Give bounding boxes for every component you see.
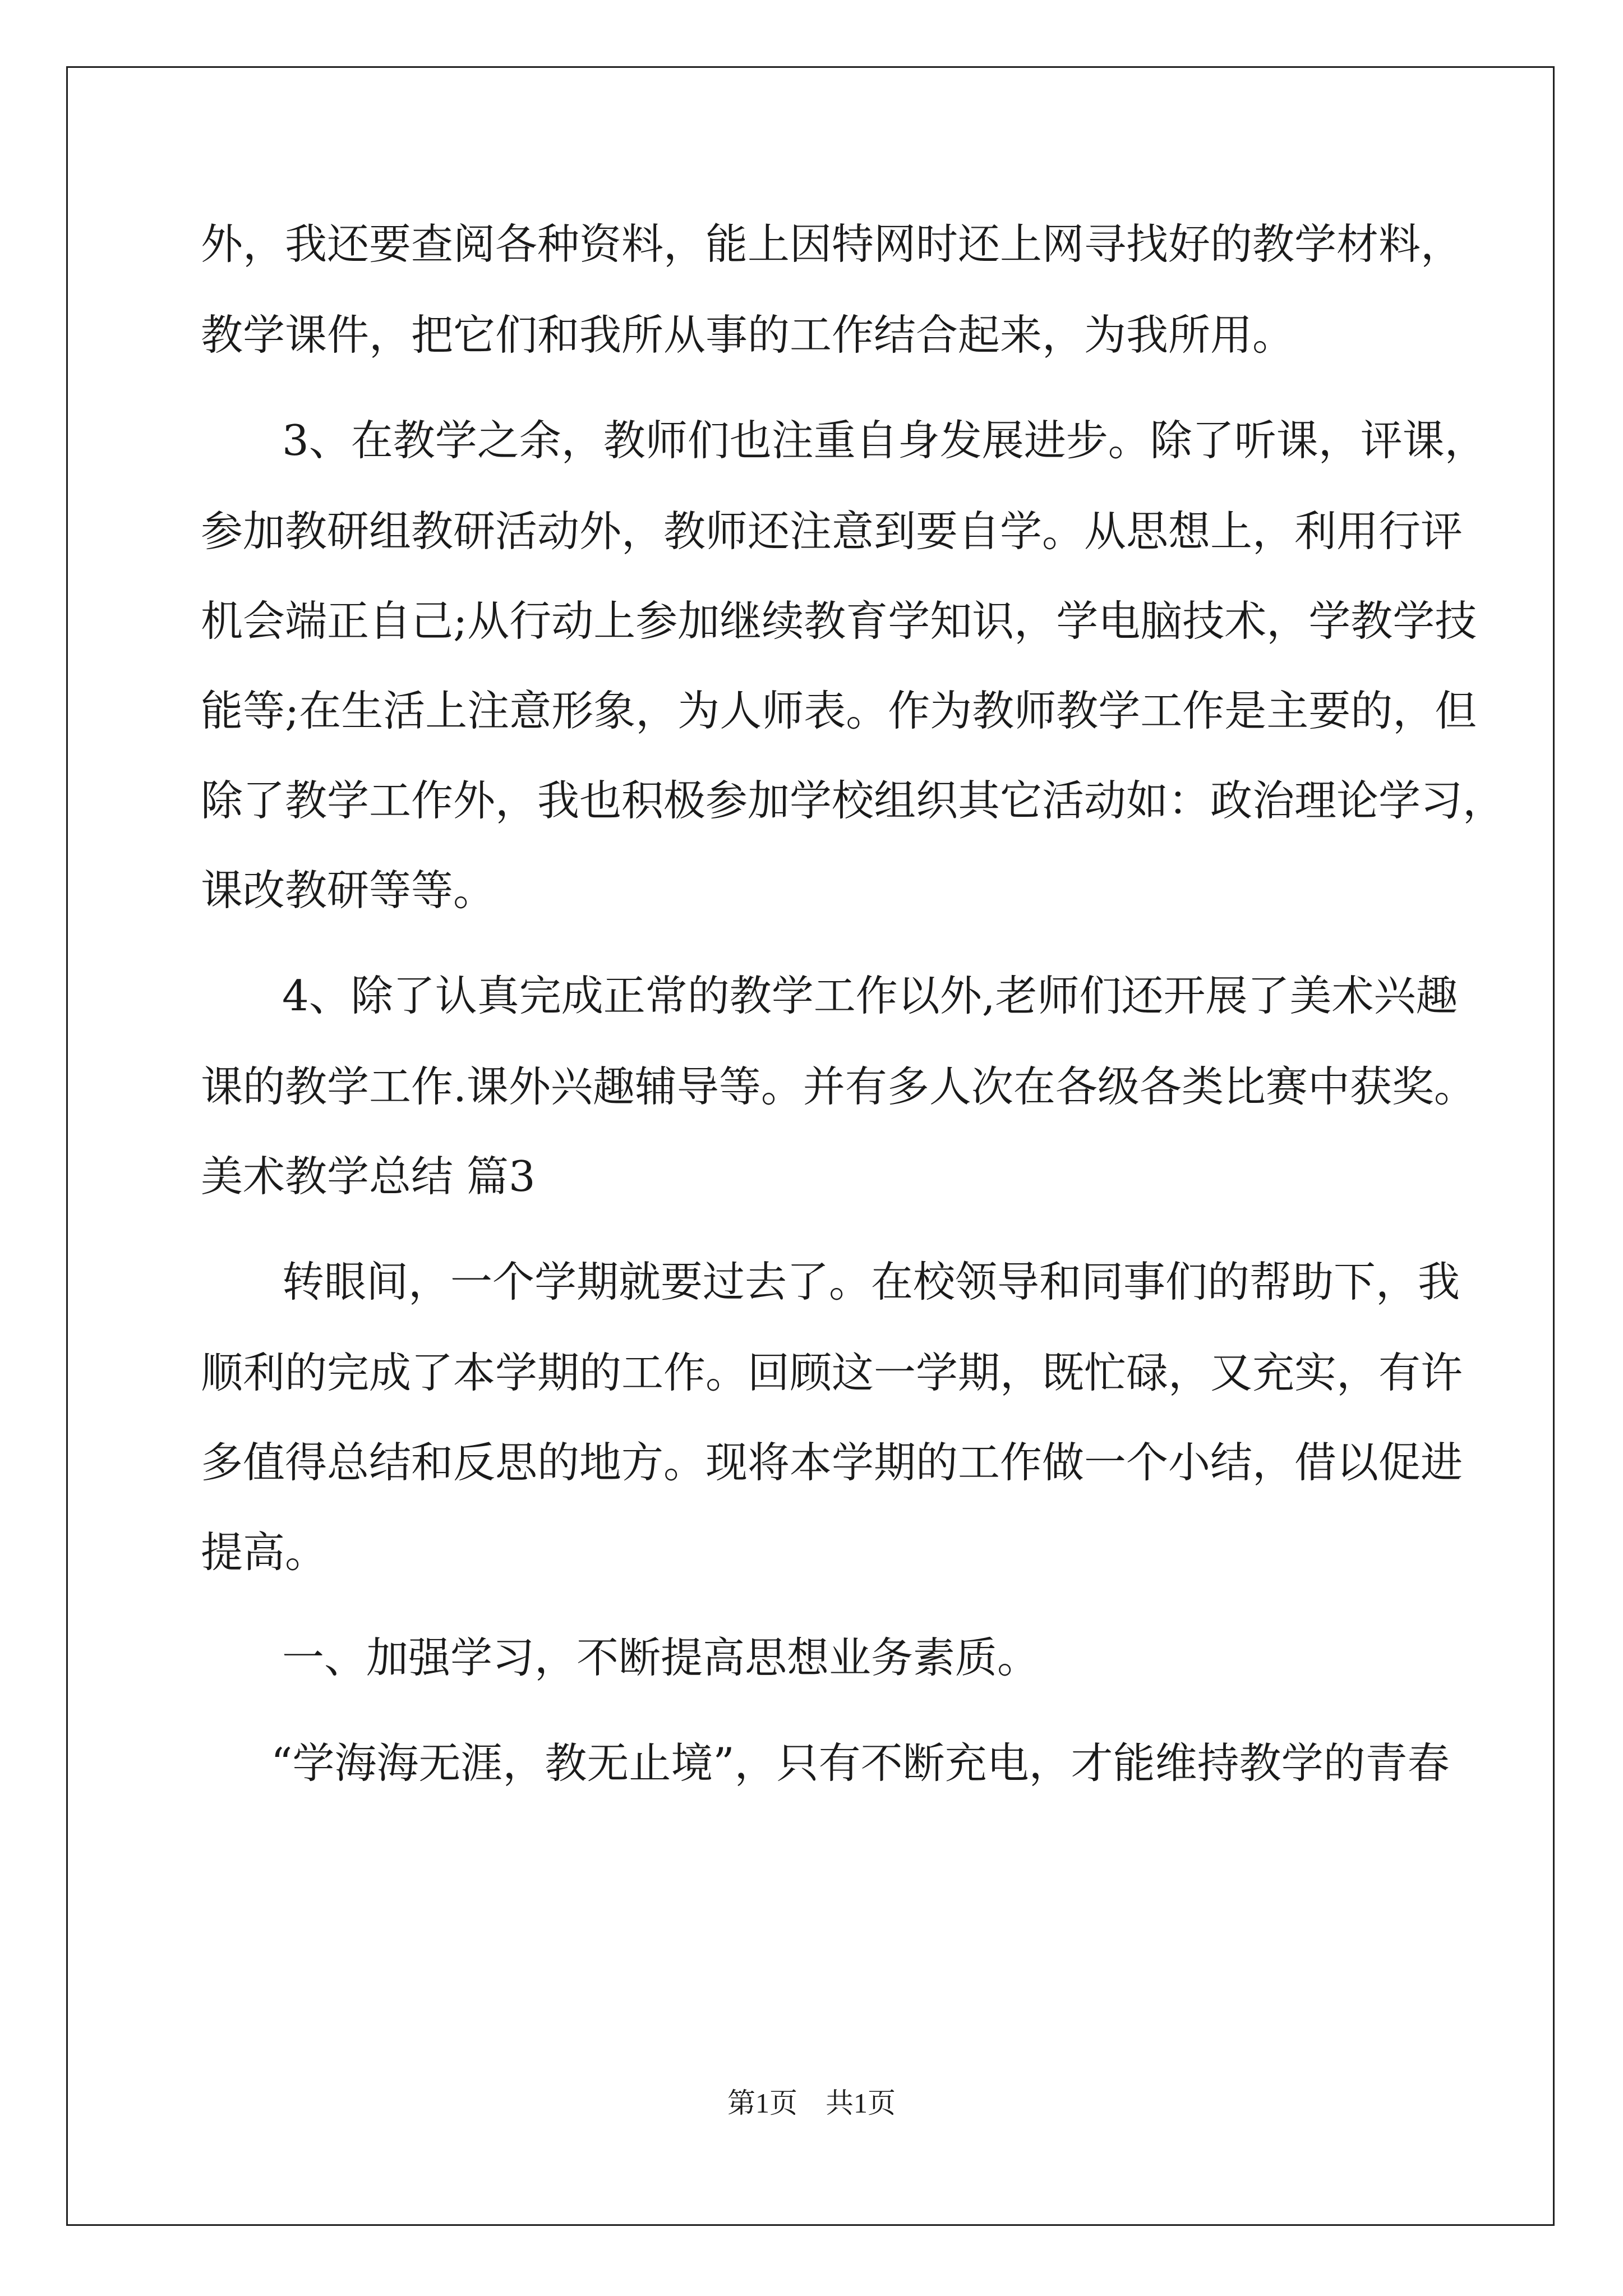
paragraph-line: 3、在教学之余，教师们也注重自身发展进步。除了听课，评课， (282, 416, 1487, 465)
section-heading: 美术教学总结 篇3 (201, 1152, 536, 1201)
paragraph-line: 4、除了认真完成正常的教学工作以外,老师们还开展了美术兴趣 (282, 971, 1458, 1020)
page-number-footer: 第1页 共1页 (727, 2087, 896, 2119)
paragraph-line: 外，我还要查阅各种资料，能上因特网时还上网寻找好的教学材料， (201, 219, 1463, 269)
paragraph-line: 课的教学工作.课外兴趣辅导等。并有多人次在各级各类比赛中获奖。 (201, 1062, 1476, 1111)
paragraph-line: 教学课件，把它们和我所从事的工作结合起来，为我所用。 (201, 310, 1295, 360)
paragraph-line: 除了教学工作外，我也积极参加学校组织其它活动如：政治理论学习， (201, 776, 1505, 825)
paragraph-line: 顺利的完成了本学期的工作。回顾这一学期，既忙碌，又充实，有许 (201, 1348, 1463, 1397)
paragraph-line: 参加教研组教研活动外，教师还注意到要自学。从思想上，利用行评 (201, 507, 1463, 556)
page-border (66, 66, 1555, 2226)
paragraph-line: 能等;在生活上注意形象，为人师表。作为教师教学工作是主要的，但 (201, 686, 1477, 735)
paragraph-line: “学海海无涯，教无止境”，只有不断充电，才能维持教学的青春 (271, 1738, 1450, 1788)
paragraph-line: 课改教研等等。 (201, 866, 496, 915)
paragraph-line: 转眼间，一个学期就要过去了。在校领导和同事们的帮助下，我 (282, 1257, 1460, 1306)
paragraph-line: 机会端正自己;从行动上参加继续教育学知识，学电脑技术，学教学技 (201, 596, 1477, 646)
paragraph-line: 提高。 (201, 1527, 328, 1577)
subheading: 一、加强学习，不断提高思想业务素质。 (282, 1633, 1040, 1682)
paragraph-line: 多值得总结和反思的地方。现将本学期的工作做一个小结，借以促进 (201, 1438, 1463, 1487)
